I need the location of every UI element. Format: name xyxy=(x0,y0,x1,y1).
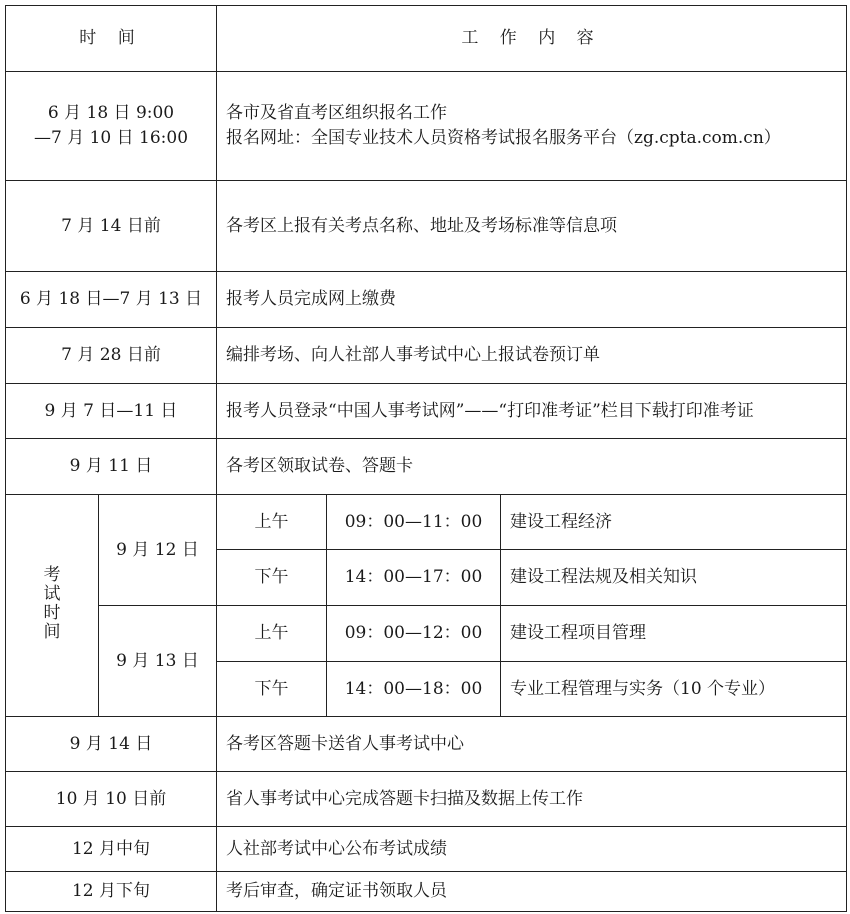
exam-date-cell xyxy=(99,606,217,717)
table-row xyxy=(6,272,847,328)
table-row xyxy=(6,827,847,872)
content-cell xyxy=(217,439,847,495)
content-cell xyxy=(217,772,847,827)
header-time-cell xyxy=(6,6,217,72)
exam-time: 14：00—17：00 xyxy=(344,567,483,587)
header-content-label: 工 作 内 容 xyxy=(461,28,602,48)
time-cell xyxy=(6,384,217,439)
exam-period: 下午 xyxy=(254,567,289,587)
time-cell xyxy=(6,827,217,872)
exam-date: 9 月 12 日 xyxy=(116,539,199,560)
exam-time-cell xyxy=(327,606,501,662)
content-cell xyxy=(217,717,847,772)
content-text: 人社部考试中心公布考试成绩 xyxy=(226,838,447,859)
content-cell xyxy=(217,272,847,328)
time-text: 9 月 11 日 xyxy=(69,456,153,476)
exam-subject: 建设工程经济 xyxy=(510,511,612,532)
exam-time-cell xyxy=(327,495,501,550)
time-text: 7 月 28 日前 xyxy=(61,345,161,365)
content-text: 报考人员登录“中国人事考试网”——“打印准考证”栏目下载打印准考证 xyxy=(226,400,754,421)
exam-label-cell xyxy=(6,495,99,717)
content-text: 各考区领取试卷、答题卡 xyxy=(226,456,413,476)
exam-time: 14：00—18：00 xyxy=(344,678,483,699)
exam-time-label: 考试时间 xyxy=(43,565,61,642)
time-text: 9 月 7 日—11 日 xyxy=(44,400,178,421)
time-cell xyxy=(6,772,217,827)
time-text: —7 月 10 日 16:00 xyxy=(33,128,189,148)
header-content-cell xyxy=(217,6,847,72)
exam-time-cell xyxy=(327,550,501,606)
time-text: 9 月 14 日 xyxy=(69,733,153,754)
time-cell xyxy=(6,181,217,272)
content-cell xyxy=(217,181,847,272)
exam-session-row xyxy=(6,495,847,550)
content-cell xyxy=(217,72,847,181)
content-text: 报名网址：全国专业技术人员资格考试报名服务平台（zg.cpta.com.cn） xyxy=(226,128,781,148)
exam-subject-cell xyxy=(501,662,847,717)
content-cell xyxy=(217,384,847,439)
content-text: 考后审查，确定证书领取人员 xyxy=(226,881,447,901)
exam-subject-cell xyxy=(501,606,847,662)
exam-time: 09：00—11：00 xyxy=(344,511,483,532)
exam-period: 上午 xyxy=(254,511,289,532)
time-text: 12 月下旬 xyxy=(71,881,151,901)
content-cell xyxy=(217,827,847,872)
time-cell xyxy=(6,72,217,181)
table-header-row xyxy=(6,6,847,72)
time-text: 6 月 18 日—7 月 13 日 xyxy=(19,289,203,309)
content-text: 省人事考试中心完成答题卡扫描及数据上传工作 xyxy=(226,788,583,809)
time-text: 7 月 14 日前 xyxy=(61,215,161,236)
exam-subject-cell xyxy=(501,495,847,550)
exam-date-cell xyxy=(99,495,217,606)
table-row xyxy=(6,717,847,772)
exam-period-cell xyxy=(217,662,327,717)
table-row xyxy=(6,181,847,272)
exam-subject: 专业工程管理与实务（10 个专业） xyxy=(510,678,776,699)
exam-subject-cell xyxy=(501,550,847,606)
content-text: 各考区上报有关考点名称、地址及考场标准等信息项 xyxy=(226,215,617,236)
content-text: 各市及省直考区组织报名工作 xyxy=(226,103,447,123)
content-text: 各考区答题卡送省人事考试中心 xyxy=(226,733,464,754)
table-row xyxy=(6,872,847,912)
exam-session-row xyxy=(6,606,847,662)
exam-date: 9 月 13 日 xyxy=(116,650,199,671)
exam-period-cell xyxy=(217,550,327,606)
table-row xyxy=(6,72,847,181)
table-row xyxy=(6,772,847,827)
time-text: 10 月 10 日前 xyxy=(55,788,167,809)
time-text: 6 月 18 日 9:00 xyxy=(47,103,175,123)
exam-period: 下午 xyxy=(254,678,289,699)
time-text: 12 月中旬 xyxy=(71,838,151,859)
time-cell xyxy=(6,439,217,495)
exam-period-cell xyxy=(217,495,327,550)
exam-time-cell xyxy=(327,662,501,717)
content-cell xyxy=(217,328,847,384)
exam-subject: 建设工程法规及相关知识 xyxy=(510,567,697,587)
exam-period: 上午 xyxy=(254,623,289,643)
exam-period-cell xyxy=(217,606,327,662)
header-time-label: 时 间 xyxy=(79,28,143,48)
table-row xyxy=(6,439,847,495)
table-row xyxy=(6,328,847,384)
content-text: 报考人员完成网上缴费 xyxy=(226,289,396,309)
exam-subject: 建设工程项目管理 xyxy=(510,623,646,643)
exam-schedule-table xyxy=(5,5,847,912)
table-row xyxy=(6,384,847,439)
time-cell xyxy=(6,717,217,772)
time-cell xyxy=(6,272,217,328)
time-cell xyxy=(6,872,217,912)
content-cell xyxy=(217,872,847,912)
content-text: 编排考场、向人社部人事考试中心上报试卷预订单 xyxy=(226,345,600,365)
time-cell xyxy=(6,328,217,384)
exam-time: 09：00—12：00 xyxy=(344,623,483,643)
